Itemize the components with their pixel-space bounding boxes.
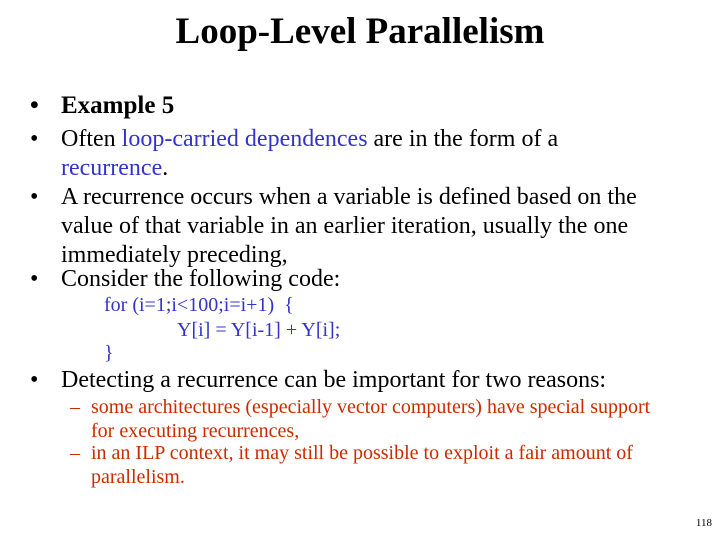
bullet-marker: • (30, 367, 39, 393)
bullet-consider-code (30, 265, 630, 294)
text-segment: are in the form of a (367, 126, 559, 152)
highlight-term: loop-carried dependences (121, 126, 368, 152)
highlight-term: recurrence (61, 155, 163, 181)
bullet-text: Example 5 (61, 92, 175, 119)
bullet-text: Detecting a recurrence can be important for two reasons: (61, 367, 607, 393)
code-line: } (104, 342, 114, 364)
bullet-marker: • (30, 266, 39, 292)
sub-bullet-ilp-context (70, 441, 680, 489)
page-title: Loop-Level Parallelism (175, 11, 545, 52)
code-line: for (i=1;i<100;i=i+1) { (104, 294, 294, 316)
bullet-marker: • (30, 92, 39, 119)
bullet-marker: • (30, 184, 39, 210)
bullet-example (30, 91, 174, 120)
sub-bullet-text: in an ILP context, it may still be possible to exploit a fair amount of parallelism. (91, 442, 633, 488)
bullet-loop-carried (30, 125, 660, 183)
bullet-text (61, 125, 660, 183)
bullet-text: Consider the following code: (61, 266, 341, 292)
bullet-marker: • (30, 126, 39, 152)
sub-bullet-architectures (70, 395, 670, 443)
sub-bullet-marker: – (70, 442, 80, 464)
bullet-recurrence-definition (30, 183, 680, 270)
bullet-detecting-recurrence (30, 366, 690, 395)
code-line: Y[i] = Y[i-1] + Y[i]; (177, 319, 341, 341)
sub-bullet-text: some architectures (especially vector computers) have special support for executing recurrences, (91, 396, 651, 442)
sub-bullet-marker: – (70, 396, 80, 418)
bullet-text: A recurrence occurs when a variable is defined based on the value of that variable in an earlier iteration, usually the one immediately preceding, (61, 184, 637, 268)
text-segment: . (162, 155, 169, 181)
text-segment: Often (61, 126, 122, 152)
page-number: 118 (695, 517, 712, 529)
